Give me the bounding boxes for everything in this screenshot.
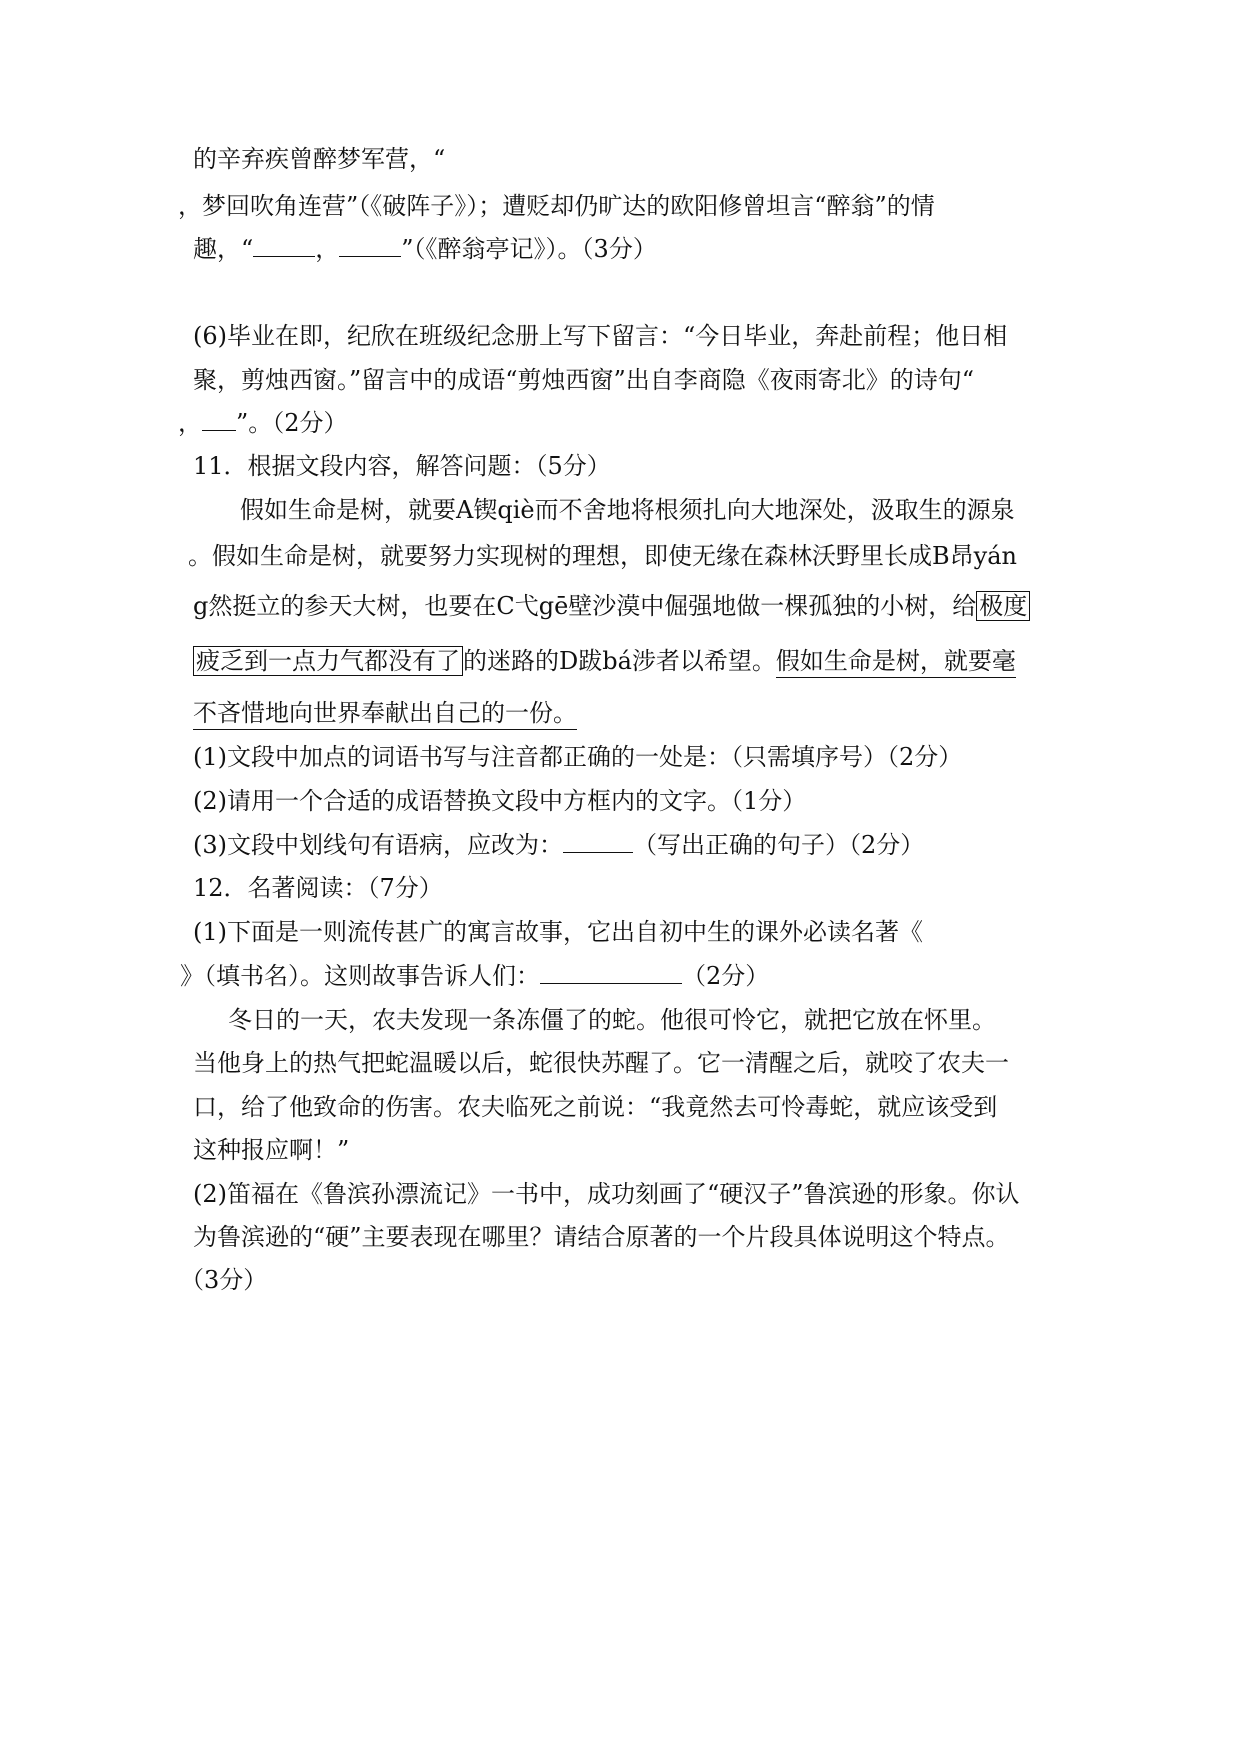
- text-line: [193, 233, 657, 265]
- fill-blank: [253, 234, 315, 257]
- text-line: [193, 785, 806, 817]
- story-text: 这种报应啊！”: [193, 1136, 350, 1164]
- line-text: 的辛弃疾曾醉梦军营，“: [193, 145, 446, 173]
- fill-blank: [202, 408, 236, 431]
- line-text: ，: [315, 235, 340, 263]
- question-text: (6)毕业在即，纪欣在班级纪念册上写下留言：“今日毕业，奔赴前程；他日相: [193, 322, 1008, 350]
- question-text: （2分）: [682, 962, 770, 990]
- text-line: [193, 1178, 1020, 1210]
- question-heading: [193, 872, 443, 904]
- passage-text: 的迷路的D跋bá涉者以希望。: [463, 647, 776, 675]
- text-line: [193, 741, 962, 773]
- question-title: 12．名著阅读：（7分）: [193, 874, 443, 902]
- text-line: [180, 960, 769, 992]
- question-text: (3)文段中划线句有语病，应改为：: [193, 831, 563, 859]
- passage-text: 。假如生命是树，就要努力实现树的理想，即使无缘在森林沃野里长成B昂yán: [188, 542, 1017, 570]
- story-text: 口，给了他致命的伤害。农夫临死之前说：“我竟然去可怜毒蛇，就应该受到: [193, 1093, 998, 1121]
- story-line: [193, 1047, 1009, 1079]
- question-text: 》（填书名）。这则故事告诉人们：: [180, 962, 540, 990]
- text-line: [193, 364, 974, 396]
- question-text: （3分）: [180, 1266, 268, 1294]
- line-text: 趣，“: [193, 235, 254, 263]
- passage-line: [240, 494, 1015, 526]
- story-text: 冬日的一天，农夫发现一条冻僵了的蛇。他很可怜它，就把它放在怀里。: [228, 1006, 996, 1034]
- passage-text: 假如生命是树，就要A锲qiè而不舍地将根须扎向大地深处，汲取生的源泉: [240, 496, 1015, 524]
- underlined-sentence: 不吝惜地向世界奉献出自己的一份。: [193, 699, 577, 730]
- text-line: [193, 916, 923, 948]
- line-text: 聚，剪烛西窗。”留言中的成语“剪烛西窗”出自李商隐《夜雨寄北》的诗句“: [193, 366, 975, 394]
- boxed-text: 极度: [976, 591, 1030, 621]
- text-line: [193, 1221, 1010, 1253]
- line-text: ，: [178, 409, 202, 437]
- text-line: [178, 407, 348, 439]
- story-text: 当他身上的热气把蛇温暖以后，蛇很快苏醒了。它一清醒之后，就咬了农夫一: [193, 1049, 1009, 1077]
- underlined-sentence: 假如生命是树，就要毫: [776, 647, 1016, 678]
- line-text: ”（《醉翁亭记》）。（3分）: [401, 235, 657, 263]
- story-line: [228, 1004, 996, 1036]
- question-title: 11．根据文段内容，解答问题：（5分）: [193, 452, 611, 480]
- question-text: （写出正确的句子）（2分）: [633, 831, 925, 859]
- question-text: (2)请用一个合适的成语替换文段中方框内的文字。（1分）: [193, 787, 807, 815]
- line-text: ，梦回吹角连营”（《破阵子》）；遭贬却仍旷达的欧阳修曾坦言“醉翁”的情: [178, 192, 935, 220]
- text-line: [178, 190, 935, 222]
- fill-blank: [563, 830, 633, 853]
- question-heading: [193, 450, 611, 482]
- passage-text: g然挺立的参天大树，也要在C弋gē壁沙漠中倔强地做一棵孤独的小树，给: [193, 592, 977, 620]
- text-line: [193, 320, 1007, 352]
- story-line: [193, 1091, 997, 1123]
- question-text: (1)文段中加点的词语书写与注音都正确的一处是：（只需填序号）（2分）: [193, 743, 963, 771]
- question-text: (2)笛福在《鲁滨孙漂流记》一书中，成功刻画了“硬汉子”鲁滨逊的形象。你认: [193, 1180, 1020, 1208]
- line-text: ”。（2分）: [236, 409, 348, 437]
- passage-line: [193, 697, 577, 729]
- story-line: [193, 1134, 349, 1166]
- fill-blank: [540, 961, 682, 984]
- passage-line: [188, 540, 1017, 572]
- question-text: 为鲁滨逊的“硬”主要表现在哪里？请结合原著的一个片段具体说明这个特点。: [193, 1223, 1010, 1251]
- text-line: [180, 1264, 267, 1296]
- boxed-text: 疲乏到一点力气都没有了: [193, 646, 463, 676]
- passage-line: [193, 645, 1016, 677]
- question-text: (1)下面是一则流传甚广的寓言故事，它出自初中生的课外必读名著《: [193, 918, 923, 946]
- text-line: [193, 829, 924, 861]
- text-line: [193, 143, 445, 175]
- passage-line: [193, 590, 1030, 622]
- fill-blank: [339, 234, 401, 257]
